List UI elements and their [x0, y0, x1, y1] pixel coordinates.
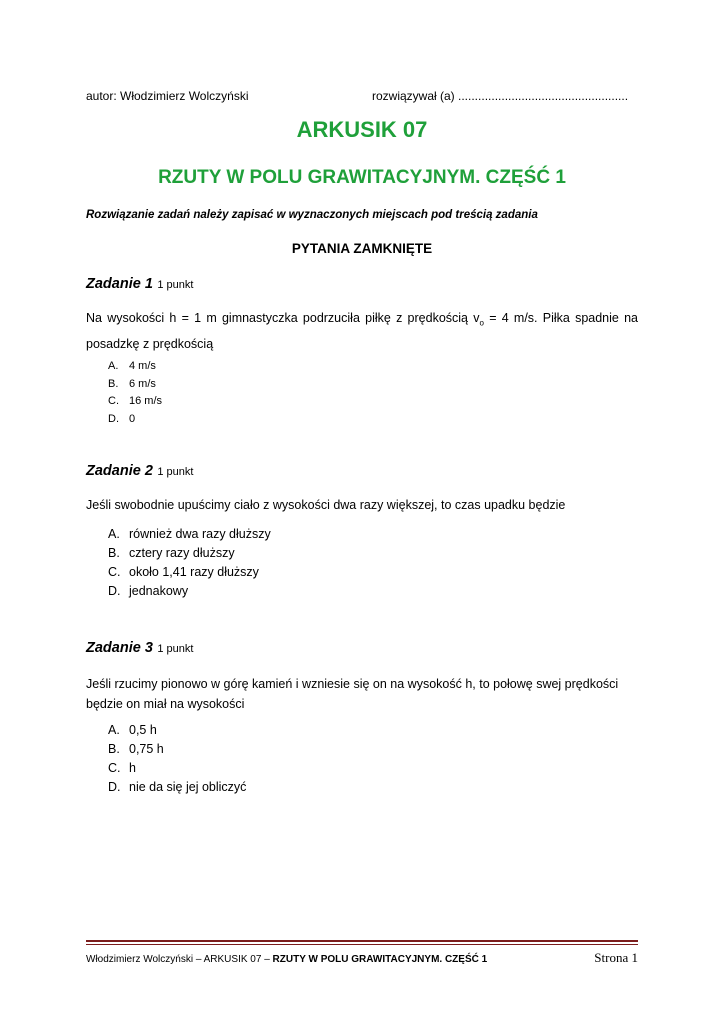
- page-title: ARKUSIK 07: [296, 117, 428, 142]
- task-1-points: 1 punkt: [157, 279, 194, 291]
- option-text: h: [129, 761, 136, 775]
- option-text: około 1,41 razy dłuższy: [129, 565, 259, 579]
- task-1-option[interactable]: [108, 411, 162, 429]
- option-letter: B.: [108, 742, 120, 756]
- option-text: cztery razy dłuższy: [129, 546, 235, 560]
- task-1-text: [86, 308, 638, 354]
- task-2-option[interactable]: [108, 544, 271, 563]
- task-3-heading: [86, 639, 193, 657]
- task-3-option[interactable]: [108, 721, 246, 740]
- option-letter: D.: [108, 584, 121, 598]
- option-letter: D.: [108, 412, 119, 425]
- task-2-options: [108, 525, 271, 601]
- page-number: Strona 1: [594, 950, 638, 965]
- task-1-name: Zadanie 1: [86, 276, 153, 292]
- task-3-name: Zadanie 3: [86, 640, 153, 656]
- header-solver: rozwiązywał (a) ...................................................: [372, 89, 629, 103]
- option-text: również dwa razy dłuższy: [129, 527, 271, 541]
- task-2-name: Zadanie 2: [86, 463, 153, 479]
- footer-divider: [86, 940, 638, 942]
- option-letter: B.: [108, 546, 120, 560]
- task-2-text: Jeśli swobodnie upuścimy ciało z wysokości dwa razy większej, to czas upadku będzie: [86, 498, 566, 512]
- task-1-option[interactable]: [108, 358, 162, 376]
- footer-text: [86, 954, 487, 965]
- task-1-text-b: = 4 m/s. Piłka spadnie na posadzkę z prędkością: [86, 311, 639, 351]
- option-text: jednakowy: [129, 584, 189, 598]
- task-2-option[interactable]: [108, 563, 271, 582]
- task-3-text: Jeśli rzucimy pionowo w górę kamień i wzniesie się on na wysokość h, to połowę swej prędkości będzie on miał na wysokości: [86, 677, 619, 711]
- footer-divider-thin: [86, 944, 638, 945]
- option-letter: C.: [108, 565, 121, 579]
- task-3-points: 1 punkt: [157, 643, 194, 655]
- task-1-option[interactable]: [108, 393, 162, 411]
- task-2-option[interactable]: [108, 525, 271, 544]
- task-2-option[interactable]: [108, 582, 271, 601]
- task-2-points: 1 punkt: [157, 466, 194, 478]
- option-text: 0: [129, 412, 136, 425]
- task-3-options: [108, 721, 246, 797]
- option-letter: A.: [108, 360, 119, 372]
- option-text: 4 m/s: [129, 360, 156, 372]
- footer-bold: RZUTY W POLU GRAWITACYJNYM. CZĘŚĆ 1: [272, 954, 488, 965]
- task-2-heading: [86, 462, 193, 480]
- instruction: Rozwiązanie zadań należy zapisać w wyznaczonych miejscach pod treścią zadania: [86, 209, 538, 221]
- header-author: autor: Włodzimierz Wolczyński: [86, 89, 249, 103]
- task-1-option[interactable]: [108, 376, 162, 394]
- option-text: 0,5 h: [129, 723, 157, 737]
- task-3-option[interactable]: [108, 740, 246, 759]
- option-letter: B.: [108, 377, 119, 390]
- task-3-option[interactable]: [108, 759, 246, 778]
- section-heading: PYTANIA ZAMKNIĘTE: [291, 241, 433, 256]
- option-letter: A.: [108, 527, 120, 541]
- option-text: 16 m/s: [129, 395, 163, 407]
- option-letter: D.: [108, 780, 121, 794]
- option-text: 6 m/s: [129, 377, 156, 390]
- task-1-text-a: Na wysokości h = 1 m gimnastyczka podrzuciła piłkę z prędkością v: [86, 311, 480, 325]
- task-1-heading: [86, 275, 193, 293]
- option-letter: C.: [108, 395, 119, 407]
- option-text: 0,75 h: [129, 742, 164, 756]
- page-subtitle: RZUTY W POLU GRAWITACYJNYM. CZĘŚĆ 1: [158, 167, 566, 188]
- task-1-options: [108, 358, 162, 428]
- task-3-option[interactable]: [108, 778, 246, 797]
- task-1-text-sub: o: [479, 318, 484, 328]
- option-text: nie da się jej obliczyć: [129, 780, 247, 794]
- option-letter: A.: [108, 723, 120, 737]
- footer-plain: Włodzimierz Wolczyński – ARKUSIK 07 –: [86, 954, 273, 965]
- option-letter: C.: [108, 761, 121, 775]
